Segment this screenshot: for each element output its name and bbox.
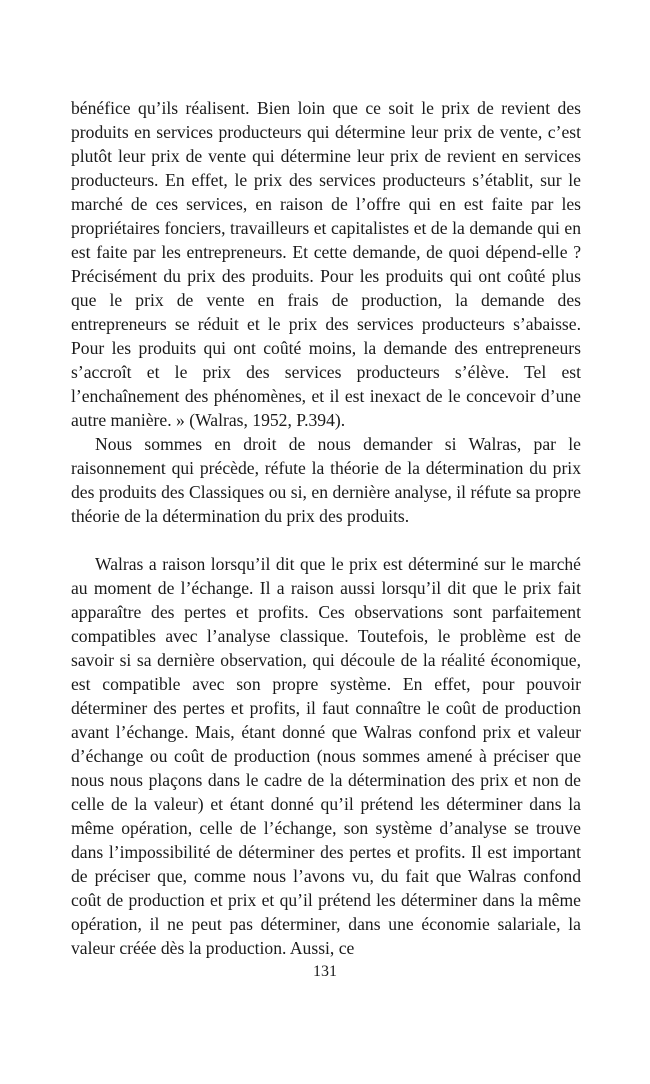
paragraph-question: Nous sommes en droit de nous demander si Walras, par le raisonnement qui précède, réfute la théorie de la détermination du prix des produits des Classiques ou si, en dernière analyse, il réfute sa propre théorie de la détermination du prix des produits. — [71, 434, 581, 526]
paragraph-spacer — [71, 528, 581, 552]
paragraph-walras-quote-continuation: bénéfice qu’ils réalisent. Bien loin que ce soit le prix de revient des produits en services producteurs qui détermine leur prix de vente, c’est plutôt leur prix de vente qui détermine leur prix de revient en services producteurs. En effet, le prix des services producteurs s’établit, sur le marché de ces services, en raison de l’offre qui en est faite par les propriétaires fonciers, travailleurs et capitalistes et de la demande qui en est faite par les entrepreneurs. Et cette demande, de quoi dépend-elle ? Précisément du prix des produits. Pour les produits qui ont coûté plus que le prix de vente en frais de production, la demande des entrepreneurs se réduit et le prix des services producteurs s’abaisse. Pour les produits qui ont coûté moins, la demande des entrepreneurs s’accroît et le prix des services producteurs s’élève. Tel est l’enchaînement des phénomènes, et il est inexact de le concevoir d’une autre manière. » (Walras, 1952, P.394). — [71, 98, 581, 430]
page-number: 131 — [313, 963, 337, 980]
page-body — [71, 96, 581, 960]
paragraph-analysis: Walras a raison lorsqu’il dit que le prix est déterminé sur le marché au moment de l’échange. Il a raison aussi lorsqu’il dit que le prix fait apparaître des pertes et profits. Ces observations sont parfaitement compatibles avec l’analyse classique. Toutefois, le problème est de savoir si sa dernière observation, qui découle de la réalité économique, est compatible avec son propre système. En effet, pour pouvoir déterminer des pertes et profits, il faut connaître le coût de production avant l’échange. Mais, étant donné que Walras confond prix et valeur d’échange ou coût de production (nous sommes amené à préciser que nous nous plaçons dans le cadre de la détermination des prix et non de celle de la valeur) et étant donné qu’il prétend les déterminer dans la même opération, celle de l’échange, son système d’analyse se trouve dans l’impossibilité de déterminer des pertes et profits. Il est important de préciser que, comme nous l’avons vu, du fait que Walras confond coût de production et prix et qu’il prétend les déterminer dans la même opération, il ne peut pas déterminer, dans une économie salariale, la valeur créée dès la production. Aussi, ce — [71, 554, 581, 958]
